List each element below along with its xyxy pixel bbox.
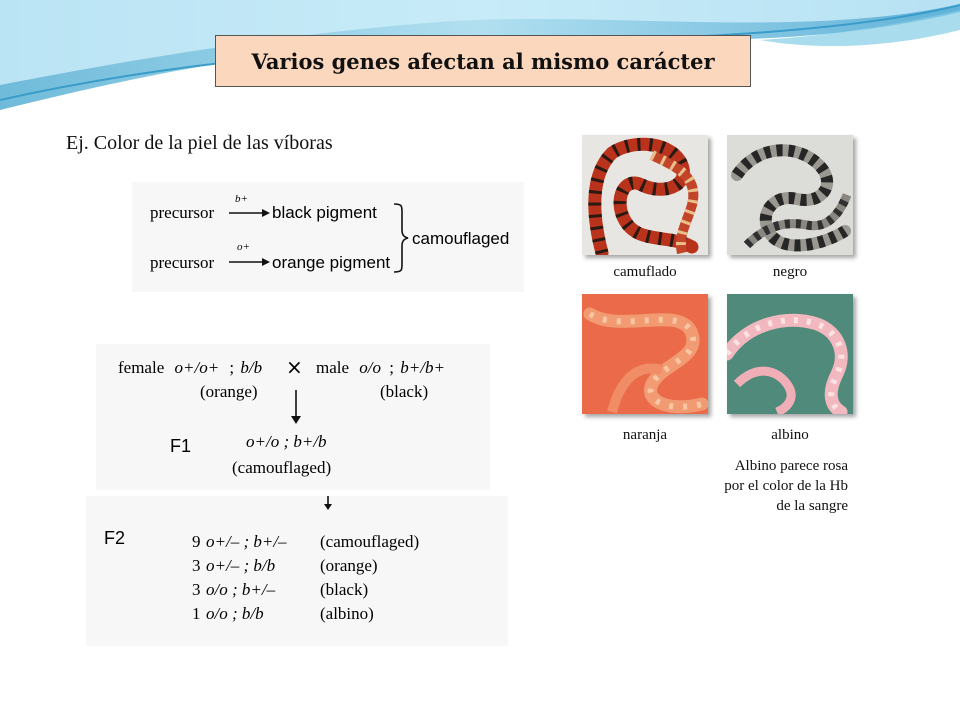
- photo-caption-albino: albino: [771, 427, 809, 443]
- f2-phenotype-2: (orange): [320, 556, 378, 575]
- pathway-substrate-2: precursor: [150, 253, 215, 272]
- f2-genotype-3: o/o ; b+/–: [206, 580, 276, 599]
- orange-snake-photo: [582, 294, 708, 414]
- f2-count-4: 1: [192, 604, 201, 623]
- f2-count-1: 9: [192, 532, 201, 551]
- f2-genotype-1: o+/– ; b+/–: [206, 532, 287, 551]
- cross-symbol: ×: [286, 355, 303, 379]
- f2-rows: [192, 532, 419, 623]
- male-genotype-b: b+/b+: [400, 358, 445, 377]
- albino-note-line-1: Albino parece rosa: [734, 458, 848, 474]
- f2-phenotype-1: (camouflaged): [320, 532, 420, 551]
- male-phenotype: (black): [380, 382, 429, 401]
- f2-genotype-2: o+/– ; b/b: [206, 556, 276, 575]
- pathway-gene-o-label: o+: [237, 241, 250, 253]
- pathway-gene-b-label: b+: [235, 193, 248, 205]
- svg-text:female o+/o+ ;: female o+/o+ ; b/b: [118, 358, 263, 377]
- svg-text:male o/o ;: male o/o ; b+/b+: [316, 358, 445, 377]
- photo-caption-orange: naranja: [622, 427, 668, 443]
- pathway-brace: [394, 204, 408, 272]
- slide-title: Varios genes afectan al mismo carácter: [215, 35, 751, 87]
- f1-label: F1: [170, 436, 192, 456]
- pathway-result: camouflaged: [412, 229, 510, 248]
- f2-count-2: 3: [192, 556, 201, 575]
- f1-phenotype: (camouflaged): [232, 458, 332, 477]
- f1-genotype: o+/o ; b+/b: [246, 432, 327, 451]
- f2-phenotype-3: (black): [320, 580, 369, 599]
- pathway-substrate-1: precursor: [150, 203, 215, 222]
- f2-genotype-4: o/o ; b/b: [206, 604, 264, 623]
- f2-label: F2: [104, 528, 126, 548]
- albino-snake-photo: [727, 294, 853, 414]
- female-genotype-o: o+/o+: [174, 358, 220, 377]
- male-label: male: [316, 358, 350, 377]
- parental-cross-panel: [96, 344, 490, 490]
- albino-note-line-2: por el color de la Hb: [724, 478, 848, 494]
- pathway-product-1: black pigment: [272, 203, 377, 222]
- albino-note-line-3: de la sangre: [776, 498, 848, 514]
- f2-count-3: 3: [192, 580, 201, 599]
- pathway-product-2: orange pigment: [272, 253, 391, 272]
- female-phenotype: (orange): [200, 382, 258, 401]
- camouflaged-snake-photo: [582, 135, 708, 255]
- male-genotype-o: o/o: [359, 358, 382, 377]
- black-snake-photo: [727, 135, 853, 255]
- f2-generation-panel: [86, 496, 508, 646]
- slide-subtitle: Ej. Color de la piel de las víboras: [66, 132, 333, 154]
- albino-note: [670, 456, 848, 516]
- photo-caption-black: negro: [772, 264, 808, 280]
- female-label: female: [118, 358, 165, 377]
- photo-caption-camouflaged: camuflado: [613, 264, 677, 280]
- f2-phenotype-4: (albino): [320, 604, 374, 623]
- pigment-pathway-diagram: [132, 182, 524, 292]
- female-genotype-b: b/b: [240, 358, 263, 377]
